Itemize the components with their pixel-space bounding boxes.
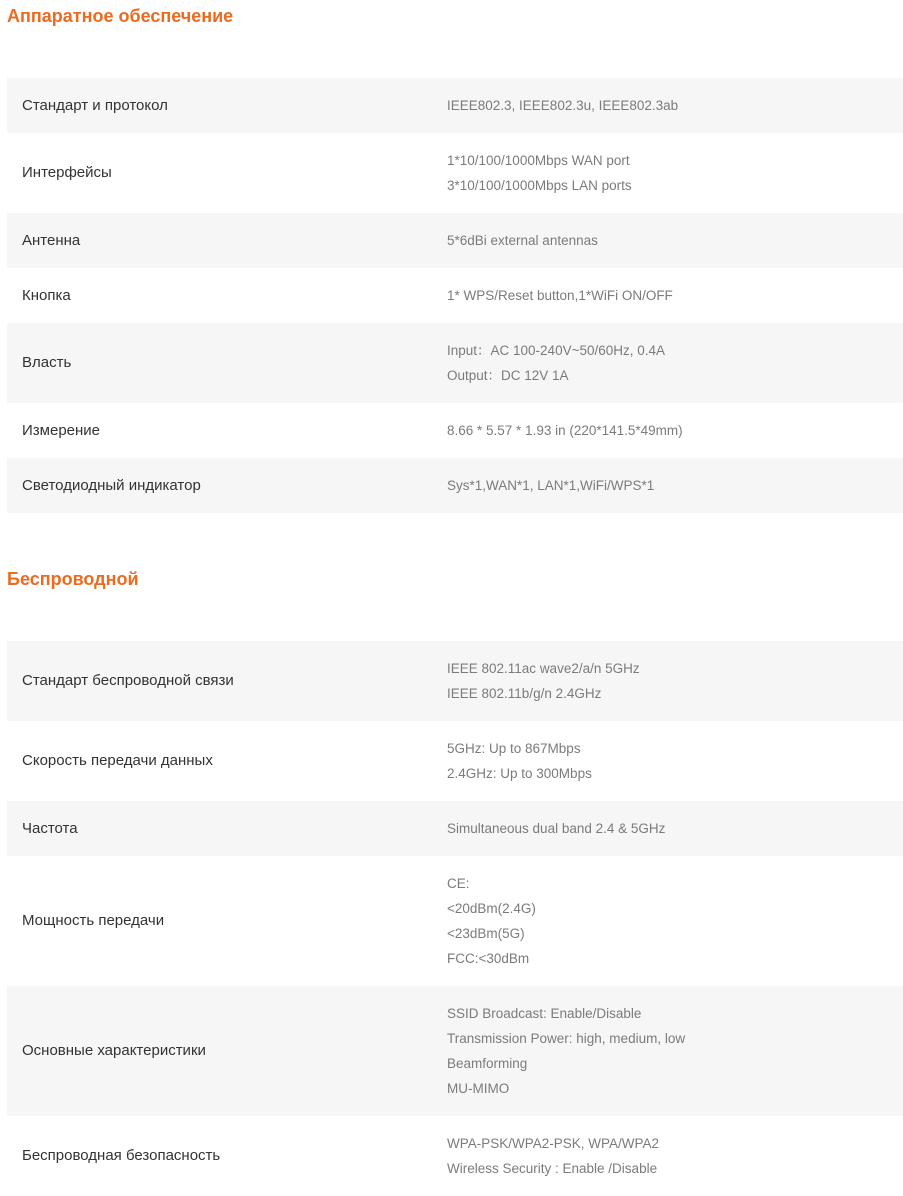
spec-value: [432, 93, 903, 118]
spec-label: Частота: [22, 819, 78, 837]
spec-value-line: 2.4GHz: Up to 300Mbps: [447, 766, 592, 781]
spec-value: [432, 1001, 903, 1101]
spec-value: [432, 1131, 903, 1181]
spec-value-line: <20dBm(2.4G): [447, 901, 536, 916]
spec-table-wireless: [7, 641, 903, 1196]
spec-label: Антенна: [22, 231, 81, 249]
table-row: [7, 213, 903, 268]
table-row: [7, 721, 903, 801]
spec-value-line: FCC:<30dBm: [447, 951, 530, 966]
spec-value-line: MU-MIMO: [447, 1081, 510, 1096]
spec-value-line: <23dBm(5G): [447, 926, 525, 941]
spec-label: Интерфейсы: [22, 164, 112, 181]
spec-value: [432, 228, 903, 253]
spec-label: Измерение: [22, 421, 101, 439]
spec-value-line: 1*10/100/1000Mbps WAN port: [447, 153, 630, 168]
spec-value: [432, 656, 903, 706]
spec-value: [432, 148, 903, 198]
spec-value-line: Input：AC 100-240V~50/60Hz, 0.4A: [447, 343, 666, 358]
spec-value: [432, 418, 903, 443]
spec-label: Скорость передачи данных: [22, 752, 213, 769]
table-row: [7, 1116, 903, 1196]
spec-value: [432, 736, 903, 786]
spec-value: [432, 473, 903, 498]
table-row: [7, 458, 903, 513]
spec-label: Мощность передачи: [22, 912, 165, 929]
spec-value-line: Transmission Power: high, medium, low: [447, 1031, 686, 1046]
spec-value: [432, 871, 903, 971]
spec-value-line: Wireless Security : Enable /Disable: [447, 1161, 658, 1176]
spec-label: Основные характеристики: [22, 1042, 206, 1059]
spec-value: [432, 283, 903, 308]
spec-label: Власть: [22, 354, 72, 371]
spec-value-line: WPA-PSK/WPA2-PSK, WPA/WPA2: [447, 1136, 660, 1151]
spec-value: [432, 338, 903, 388]
spec-label: Светодиодный индикатор: [22, 476, 201, 494]
spec-value-line: IEEE 802.11ac wave2/a/n 5GHz: [447, 661, 640, 676]
table-row: [7, 403, 903, 458]
spec-value-line: 5*6dBi external antennas: [447, 233, 598, 248]
spec-value-line: CE:: [447, 876, 470, 891]
spec-value-line: Sys*1,WAN*1, LAN*1,WiFi/WPS*1: [447, 478, 655, 493]
table-row: [7, 323, 903, 403]
section-title-hardware: Аппаратное обеспечение: [7, 6, 234, 26]
table-row: [7, 133, 903, 213]
spec-label: Кнопка: [22, 286, 71, 304]
spec-label: Беспроводная безопасность: [22, 1147, 221, 1164]
spec-value-line: Output：DC 12V 1A: [447, 368, 569, 383]
table-row: [7, 268, 903, 323]
table-row: [7, 78, 903, 133]
spec-value-line: 1* WPS/Reset button,1*WiFi ON/OFF: [447, 288, 673, 303]
table-row: [7, 801, 903, 856]
table-row: [7, 641, 903, 721]
spec-value-line: IEEE802.3, IEEE802.3u, IEEE802.3ab: [447, 98, 679, 113]
table-row: [7, 856, 903, 986]
spec-value: [432, 816, 903, 841]
spec-value-line: Beamforming: [447, 1056, 528, 1071]
section-title-wireless: Беспроводной: [7, 569, 139, 589]
spec-label: Стандарт беспроводной связи: [22, 672, 234, 689]
spec-value-line: 3*10/100/1000Mbps LAN ports: [447, 178, 632, 193]
spec-label: Стандарт и протокол: [22, 96, 168, 114]
spec-value-line: IEEE 802.11b/g/n 2.4GHz: [447, 686, 602, 701]
spec-value-line: 5GHz: Up to 867Mbps: [447, 741, 581, 756]
spec-value-line: SSID Broadcast: Enable/Disable: [447, 1006, 642, 1021]
spec-value-line: Simultaneous dual band 2.4 & 5GHz: [447, 821, 666, 836]
spec-table-hardware: [7, 78, 903, 513]
spec-value-line: 8.66 * 5.57 * 1.93 in (220*141.5*49mm): [447, 423, 683, 438]
table-row: [7, 986, 903, 1116]
